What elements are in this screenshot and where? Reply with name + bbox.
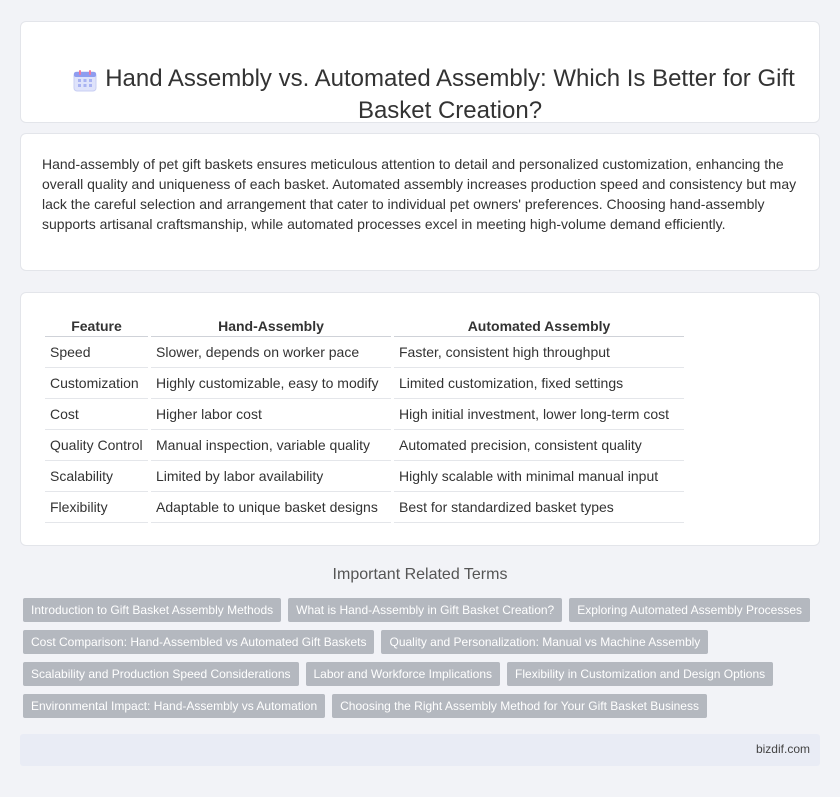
header-feature: Feature xyxy=(45,315,148,337)
hand-assembly-cell: Limited by labor availability xyxy=(151,461,391,492)
table-row xyxy=(45,368,684,399)
related-term-link[interactable]: Cost Comparison: Hand-Assembled vs Automated Gift Baskets xyxy=(23,630,374,654)
related-term-link[interactable]: What is Hand-Assembly in Gift Basket Creation? xyxy=(288,598,562,622)
page-title: Hand Assembly vs. Automated Assembly: Which Is Better for Gift Basket Creation? xyxy=(105,65,795,124)
intro-card xyxy=(20,133,820,271)
hand-assembly-cell: Manual inspection, variable quality xyxy=(151,430,391,461)
feature-cell: Scalability xyxy=(45,461,148,492)
hand-assembly-cell: Slower, depends on worker pace xyxy=(151,337,391,368)
comparison-card xyxy=(20,292,820,546)
hand-assembly-cell: Highly customizable, easy to modify xyxy=(151,368,391,399)
header-automated-assembly: Automated Assembly xyxy=(394,315,684,337)
related-term-link[interactable]: Scalability and Production Speed Considerations xyxy=(23,662,299,686)
feature-cell: Quality Control xyxy=(45,430,148,461)
tag-row xyxy=(23,598,823,622)
related-term-link[interactable]: Environmental Impact: Hand-Assembly vs Automation xyxy=(23,694,325,718)
table-row xyxy=(45,461,684,492)
feature-cell: Cost xyxy=(45,399,148,430)
automated-assembly-cell: Best for standardized basket types xyxy=(394,492,684,523)
related-term-link[interactable]: Introduction to Gift Basket Assembly Methods xyxy=(23,598,281,622)
intro-paragraph: Hand-assembly of pet gift baskets ensures meticulous attention to detail and personalized customization, enhancing the overall quality and uniqueness of each basket. Automated assembly increases production speed and consistency but may lack the careful selection and arrangement that cater to individual pet owners' preferences. Choosing hand-assembly supports artisanal craftsmanship, while automated processes excel in meeting high-volume demand efficiently. xyxy=(42,156,797,232)
table-row xyxy=(45,492,684,523)
automated-assembly-cell: Faster, consistent high throughput xyxy=(394,337,684,368)
tag-row xyxy=(23,630,823,654)
table-row xyxy=(45,399,684,430)
tag-row xyxy=(23,694,823,718)
header-card xyxy=(20,21,820,123)
automated-assembly-cell: Limited customization, fixed settings xyxy=(394,368,684,399)
feature-cell: Flexibility xyxy=(45,492,148,523)
related-term-link[interactable]: Labor and Workforce Implications xyxy=(306,662,501,686)
calendar-icon xyxy=(73,70,97,92)
hand-assembly-cell: Higher labor cost xyxy=(151,399,391,430)
related-term-link[interactable]: Choosing the Right Assembly Method for Your Gift Basket Business xyxy=(332,694,707,718)
related-term-link[interactable]: Quality and Personalization: Manual vs Machine Assembly xyxy=(381,630,708,654)
footer-site-link[interactable]: bizdif.com xyxy=(755,742,810,756)
feature-cell: Speed xyxy=(45,337,148,368)
header-hand-assembly: Hand-Assembly xyxy=(151,315,391,337)
feature-cell: Customization xyxy=(45,368,148,399)
related-term-link[interactable]: Flexibility in Customization and Design Options xyxy=(507,662,773,686)
comparison-table xyxy=(42,315,687,523)
tag-row xyxy=(23,662,823,686)
table-header-row xyxy=(45,315,684,337)
automated-assembly-cell: Automated precision, consistent quality xyxy=(394,430,684,461)
table-row xyxy=(45,337,684,368)
table-row xyxy=(45,430,684,461)
automated-assembly-cell: High initial investment, lower long-term cost xyxy=(394,399,684,430)
hand-assembly-cell: Adaptable to unique basket designs xyxy=(151,492,391,523)
related-terms-heading: Important Related Terms xyxy=(332,566,508,583)
automated-assembly-cell: Highly scalable with minimal manual input xyxy=(394,461,684,492)
related-term-link[interactable]: Exploring Automated Assembly Processes xyxy=(569,598,810,622)
footer xyxy=(20,734,820,766)
related-terms-list xyxy=(23,598,823,726)
